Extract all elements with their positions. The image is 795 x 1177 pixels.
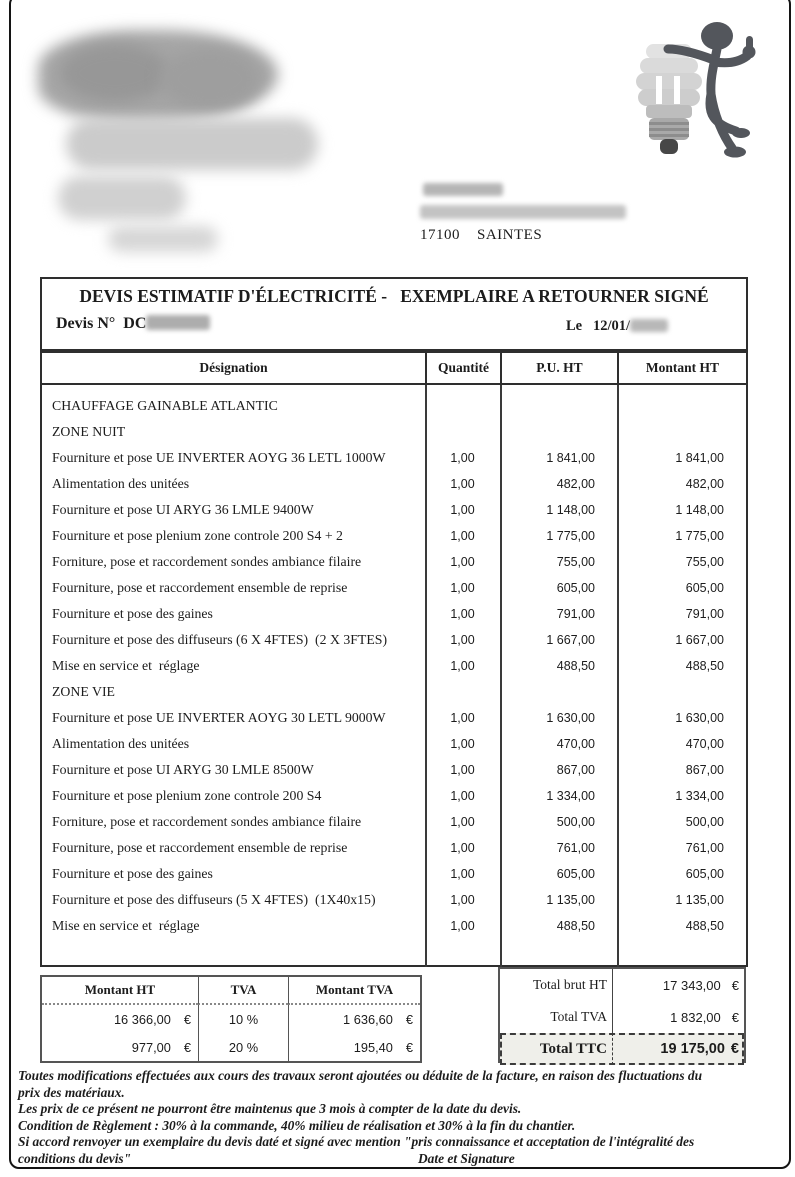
vat-amount-tva-value: 195,40 [353, 1040, 393, 1055]
item-designation: Mise en service et réglage [52, 918, 200, 933]
column-header-designation: Désignation [199, 360, 268, 375]
item-designation: Fourniture et pose UI ARYG 30 LMLE 8500W [52, 762, 314, 777]
item-quantity: 1,00 [450, 451, 475, 465]
item-unit-price: 791,00 [556, 607, 595, 621]
total-label: Total TTC [500, 1033, 613, 1065]
euro-sign: € [405, 1012, 413, 1027]
logo-blur-shape [60, 44, 170, 102]
mascot-bulb-figure-icon [610, 18, 762, 172]
column-divider [425, 385, 427, 967]
column-divider [617, 385, 619, 967]
item-amount: 500,00 [685, 815, 724, 829]
item-row [42, 809, 746, 835]
item-quantity: 1,00 [450, 555, 475, 569]
item-designation: Fourniture et pose plenium zone controle 200 S4 [52, 788, 322, 803]
redacted-date-year [630, 319, 668, 332]
vat-amount-ht-value: 977,00 [131, 1040, 171, 1055]
item-unit-price: 1 630,00 [546, 711, 595, 725]
item-quantity: 1,00 [450, 477, 475, 491]
item-unit-price: 482,00 [556, 477, 595, 491]
item-amount: 1 148,00 [675, 503, 724, 517]
logo-blur-shape [108, 226, 218, 252]
vat-amount-ht-value: 16 366,00 [113, 1012, 171, 1027]
vat-column-header: Montant TVA [288, 977, 420, 1005]
vat-summary-table [40, 975, 422, 1063]
item-unit-price: 1 667,00 [546, 633, 595, 647]
item-quantity: 1,00 [450, 789, 475, 803]
vat-rate-cell: 20 % [198, 1034, 288, 1061]
item-unit-price: 488,50 [556, 659, 595, 673]
item-quantity: 1,00 [450, 503, 475, 517]
euro-sign: € [405, 1040, 413, 1055]
item-quantity: 1,00 [450, 815, 475, 829]
item-amount: 488,50 [685, 659, 724, 673]
item-row [42, 627, 746, 653]
item-unit-price: 867,00 [556, 763, 595, 777]
item-unit-price: 488,50 [556, 919, 595, 933]
item-unit-price: 500,00 [556, 815, 595, 829]
total-amount: 17 343,00 [662, 977, 721, 993]
item-amount: 1 667,00 [675, 633, 724, 647]
item-designation: Fourniture et pose UE INVERTER AOYG 36 LETL 1000W [52, 450, 386, 465]
item-unit-price: 1 775,00 [546, 529, 595, 543]
date-signature-label: Date et Signature [418, 1150, 515, 1166]
item-amount: 1 775,00 [675, 529, 724, 543]
total-value [613, 1033, 744, 1065]
item-amount: 761,00 [685, 841, 724, 855]
item-row [42, 523, 746, 549]
item-quantity: 1,00 [450, 529, 475, 543]
logo-blur-shape [66, 118, 318, 170]
item-quantity: 1,00 [450, 763, 475, 777]
item-designation: Mise en service et réglage [52, 658, 200, 673]
item-designation: Fourniture et pose UI ARYG 36 LMLE 9400W [52, 502, 314, 517]
item-designation: Fourniture, pose et raccordement ensemble de reprise [52, 840, 348, 855]
item-designation: Fourniture et pose des gaines [52, 866, 213, 881]
item-amount: 482,00 [685, 477, 724, 491]
item-designation: Alimentation des unitées [52, 476, 190, 491]
quote-date [566, 318, 668, 335]
quote-number [56, 315, 210, 333]
item-designation: Forniture, pose et raccordement sondes ambiance filaire [52, 554, 362, 569]
vat-amount-tva-cell [288, 1005, 420, 1034]
item-unit-price: 1 841,00 [546, 451, 595, 465]
item-quantity: 1,00 [450, 841, 475, 855]
item-row [42, 679, 746, 705]
total-amount: 1 832,00 [670, 1009, 721, 1025]
item-amount: 867,00 [685, 763, 724, 777]
totals-table [498, 967, 746, 1063]
document-title: DEVIS ESTIMATIF D'ÉLECTRICITÉ - EXEMPLAIRE A RETOURNER SIGNÉ [79, 286, 709, 306]
item-quantity: 1,00 [450, 633, 475, 647]
item-row [42, 393, 746, 419]
item-quantity: 1,00 [450, 737, 475, 751]
item-amount: 605,00 [685, 581, 724, 595]
logo-blur-shape [160, 48, 260, 110]
euro-sign: € [183, 1040, 191, 1055]
footer-line: Toutes modifications effectuées aux cours des travaux seront ajoutées ou déduite de la facture, en raison des fluctuations du [18, 1068, 703, 1083]
item-unit-price: 761,00 [556, 841, 595, 855]
item-designation: Fourniture, pose et raccordement ensemble de reprise [52, 580, 348, 595]
item-amount: 605,00 [685, 867, 724, 881]
item-row [42, 471, 746, 497]
item-designation: Forniture, pose et raccordement sondes ambiance filaire [52, 814, 362, 829]
conditions-footer [18, 1068, 788, 1168]
item-row [42, 419, 746, 445]
item-row [42, 705, 746, 731]
vat-amount-tva-value: 1 636,60 [343, 1012, 393, 1027]
redacted-quote-number [146, 315, 210, 330]
item-amount: 470,00 [685, 737, 724, 751]
redacted-street-line [420, 205, 626, 219]
item-amount: 755,00 [685, 555, 724, 569]
item-designation: ZONE NUIT [52, 424, 126, 439]
vat-amount-tva-cell [288, 1034, 420, 1061]
items-table-body [42, 385, 746, 967]
item-quantity: 1,00 [450, 711, 475, 725]
column-divider [500, 385, 502, 967]
total-row [500, 1001, 744, 1033]
euro-sign: € [731, 977, 739, 993]
total-ttc-row [500, 1033, 744, 1065]
item-quantity: 1,00 [450, 893, 475, 907]
item-quantity: 1,00 [450, 919, 475, 933]
item-unit-price: 1 334,00 [546, 789, 595, 803]
item-designation: Fourniture et pose plenium zone controle 200 S4 + 2 [52, 528, 343, 543]
quote-number-label: Devis N° [56, 315, 124, 332]
quote-number-prefix: DC [123, 315, 147, 332]
postal-city-text: 17100 SAINTES [420, 227, 543, 243]
item-designation: Fourniture et pose UE INVERTER AOYG 30 LETL 9000W [52, 710, 386, 725]
item-row [42, 445, 746, 471]
euro-sign: € [730, 1041, 739, 1057]
recipient-address-block [420, 183, 626, 244]
footer-line: Si accord renvoyer un exemplaire du devis daté et signé avec mention "pris connaissance et acceptation de l'intégralité des [18, 1134, 695, 1150]
column-header-unit-price: P.U. HT [500, 353, 617, 383]
total-label: Total TVA [500, 1001, 613, 1033]
items-table-header [42, 353, 746, 385]
vat-rate-cell: 10 % [198, 1005, 288, 1034]
item-row [42, 575, 746, 601]
item-unit-price: 1 135,00 [546, 893, 595, 907]
item-unit-price: 755,00 [556, 555, 595, 569]
items-table [40, 351, 748, 967]
item-unit-price: 470,00 [556, 737, 595, 751]
item-row [42, 757, 746, 783]
item-designation: CHAUFFAGE GAINABLE ATLANTIC [52, 398, 278, 413]
item-designation: ZONE VIE [52, 684, 115, 699]
item-designation: Fourniture et pose des diffuseurs (6 X 4FTES) (2 X 3FTES) [52, 632, 388, 647]
item-row [42, 913, 746, 939]
vat-amount-ht-cell [42, 1005, 198, 1034]
item-unit-price: 605,00 [556, 581, 595, 595]
footer-line: Les prix de ce présent ne pourront être maintenus que 3 mois à compter de la date du devis. [18, 1101, 522, 1117]
item-designation: Fourniture et pose des diffuseurs (5 X 4FTES) (1X40x15) [52, 892, 376, 907]
item-row [42, 653, 746, 679]
total-value [613, 1001, 744, 1033]
item-row [42, 783, 746, 809]
item-quantity: 1,00 [450, 607, 475, 621]
column-header-quantity: Quantité [425, 353, 500, 383]
column-header-amount: Montant HT [617, 353, 746, 383]
item-designation: Alimentation des unitées [52, 736, 190, 751]
total-value [613, 969, 744, 1001]
item-row [42, 887, 746, 913]
item-row [42, 861, 746, 887]
item-amount: 488,50 [685, 919, 724, 933]
vat-column-header: TVA [198, 977, 288, 1005]
quote-date-value: 12/01/ [592, 318, 631, 334]
total-amount: 19 175,00 [660, 1041, 725, 1057]
item-amount: 791,00 [685, 607, 724, 621]
total-row [500, 969, 744, 1001]
redacted-name-line [423, 183, 503, 196]
item-row [42, 601, 746, 627]
item-unit-price: 605,00 [556, 867, 595, 881]
item-amount: 1 630,00 [675, 711, 724, 725]
vat-amount-ht-cell [42, 1034, 198, 1061]
item-designation: Fourniture et pose des gaines [52, 606, 213, 621]
item-row [42, 731, 746, 757]
item-amount: 1 334,00 [675, 789, 724, 803]
item-quantity: 1,00 [450, 581, 475, 595]
logo-blur-shape [58, 176, 186, 220]
quote-header-box [40, 277, 748, 351]
euro-sign: € [731, 1009, 739, 1025]
footer-line: conditions du devis" Date et Signature [18, 1150, 515, 1166]
cfl-bulb-icon [636, 44, 702, 154]
quote-meta-line [42, 315, 746, 339]
item-unit-price: 1 148,00 [546, 503, 595, 517]
footer-line: prix des matériaux. [18, 1084, 125, 1100]
item-quantity: 1,00 [450, 659, 475, 673]
item-row [42, 549, 746, 575]
total-label: Total brut HT [500, 969, 613, 1001]
item-quantity: 1,00 [450, 867, 475, 881]
footer-line: Condition de Règlement : 30% à la commande, 40% milieu de réalisation et 30% à la fin du chantier. [18, 1117, 576, 1133]
company-logo-blurred-icon [0, 0, 340, 270]
item-row [42, 835, 746, 861]
item-amount: 1 841,00 [675, 451, 724, 465]
euro-sign: € [183, 1012, 191, 1027]
item-row [42, 497, 746, 523]
item-amount: 1 135,00 [675, 893, 724, 907]
quote-date-label: Le [566, 318, 593, 334]
vat-column-header: Montant HT [42, 977, 198, 1005]
